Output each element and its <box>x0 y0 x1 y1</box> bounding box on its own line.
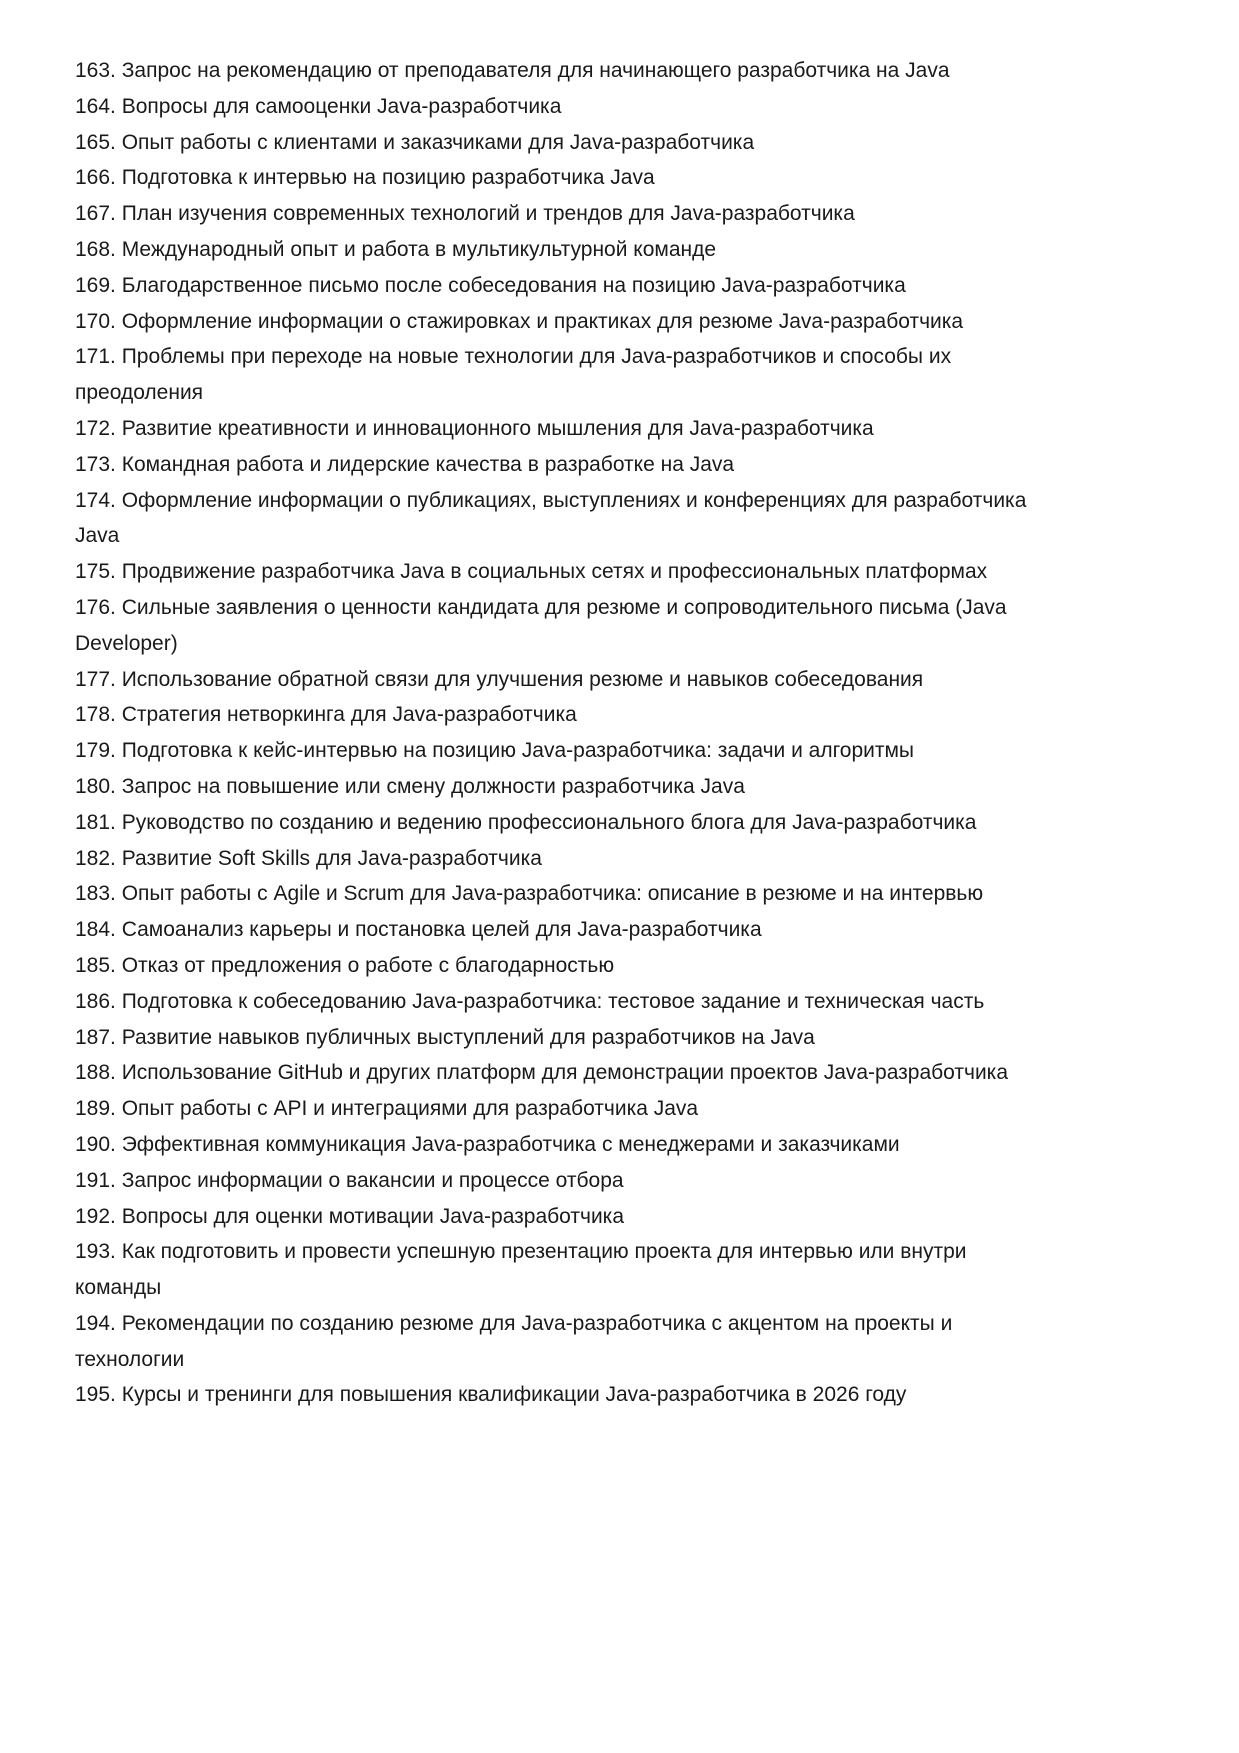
list-item: 164. Вопросы для самооценки Java-разработчика <box>75 94 562 118</box>
list-item: 176. Сильные заявления о ценности кандидата для резюме и сопроводительного письма (Java Developer) <box>75 595 1007 655</box>
list-item: 188. Использование GitHub и других платформ для демонстрации проектов Java-разработчика <box>75 1061 1009 1085</box>
list-item: 179. Подготовка к кейс-интервью на позицию Java-разработчика: задачи и алгоритмы <box>75 739 915 763</box>
list-item: 183. Опыт работы с Agile и Scrum для Java-разработчика: описание в резюме и на интервью <box>75 882 984 906</box>
list-item: 185. Отказ от предложения о работе с благодарностью <box>75 953 615 977</box>
list-item: 170. Оформление информации о стажировках и практиках для резюме Java-разработчика <box>75 309 964 333</box>
list-item: 175. Продвижение разработчика Java в социальных сетях и профессиональных платформах <box>75 560 988 584</box>
list-item: 194. Рекомендации по созданию резюме для Java-разработчика с акцентом на проекты и технологии <box>75 1311 953 1371</box>
list-item: 178. Стратегия нетворкинга для Java-разработчика <box>75 703 577 727</box>
list-item: 174. Оформление информации о публикациях, выступлениях и конференциях для разработчика Java <box>75 488 1027 548</box>
list-item: 182. Развитие Soft Skills для Java-разработчика <box>75 846 542 870</box>
list-item: 195. Курсы и тренинги для повышения квалификации Java-разработчика в 2026 году <box>75 1383 907 1407</box>
list-item: 173. Командная работа и лидерские качества в разработке на Java <box>75 452 735 476</box>
list-item: 167. План изучения современных технологий и трендов для Java-разработчика <box>75 202 855 226</box>
list-item: 169. Благодарственное письмо после собеседования на позицию Java-разработчика <box>75 273 906 297</box>
list-item: 177. Использование обратной связи для улучшения резюме и навыков собеседования <box>75 667 924 691</box>
list-item: 193. Как подготовить и провести успешную презентацию проекта для интервью или внутри команды <box>75 1240 967 1300</box>
list-item: 172. Развитие креативности и инновационного мышления для Java-разработчика <box>75 416 874 440</box>
document-page <box>75 53 1037 1413</box>
list-item: 180. Запрос на повышение или смену должности разработчика Java <box>75 774 745 798</box>
list-item: 165. Опыт работы с клиентами и заказчиками для Java-разработчика <box>75 130 755 154</box>
list-item: 189. Опыт работы с API и интеграциями для разработчика Java <box>75 1097 699 1121</box>
list-item: 166. Подготовка к интервью на позицию разработчика Java <box>75 166 655 190</box>
list-item: 186. Подготовка к собеседованию Java-разработчика: тестовое задание и техническая часть <box>75 989 985 1013</box>
list-item: 171. Проблемы при переходе на новые технологии для Java-разработчиков и способы их преодоления <box>75 345 952 405</box>
list-item: 191. Запрос информации о вакансии и процессе отбора <box>75 1168 624 1192</box>
list-item: 163. Запрос на рекомендацию от преподавателя для начинающего разработчика на Java <box>75 59 950 82</box>
list-item: 192. Вопросы для оценки мотивации Java-разработчика <box>75 1204 625 1228</box>
list-item: 181. Руководство по созданию и ведению профессионального блога для Java-разработчика <box>75 810 977 834</box>
list-item: 168. Международный опыт и работа в мультикультурной команде <box>75 237 717 261</box>
list-item: 184. Самоанализ карьеры и постановка целей для Java-разработчика <box>75 918 762 942</box>
list-item: 190. Эффективная коммуникация Java-разработчика с менеджерами и заказчиками <box>75 1132 900 1156</box>
list-item: 187. Развитие навыков публичных выступлений для разработчиков на Java <box>75 1025 815 1049</box>
